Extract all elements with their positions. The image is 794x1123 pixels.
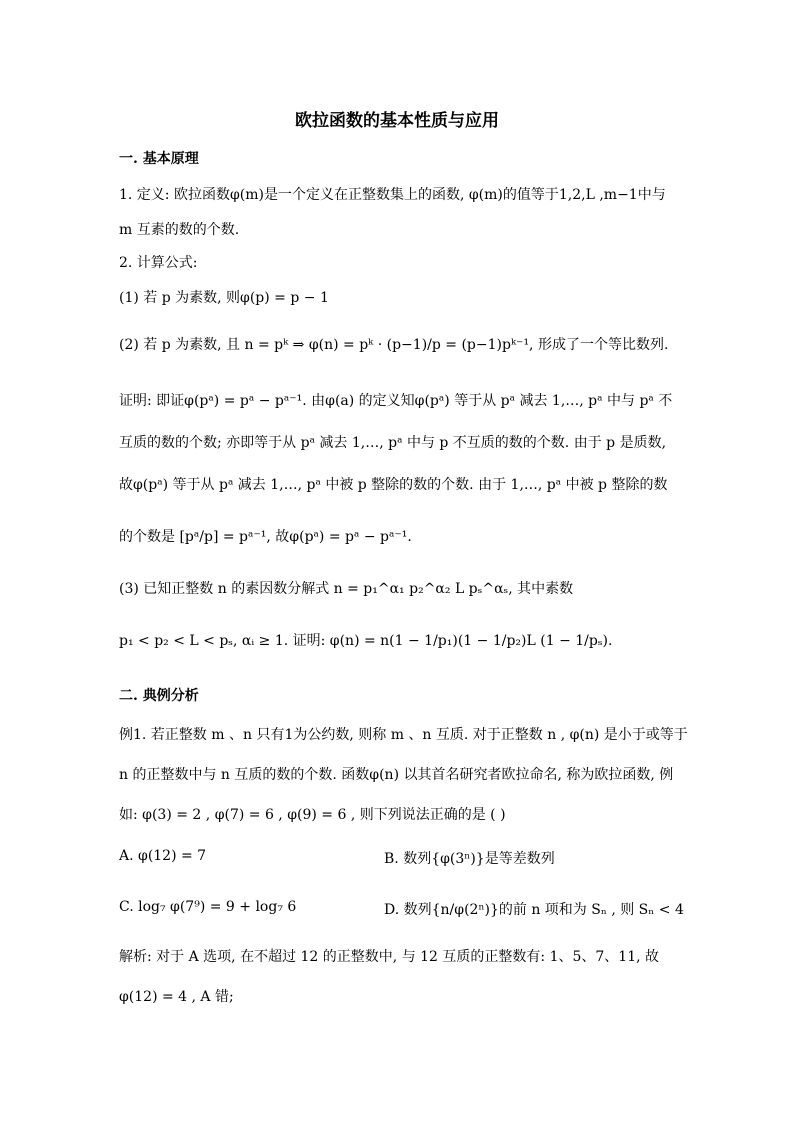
formula-3-line-1: (3) 已知正整数 n 的素因数分解式 n = p₁^α₁ p₂^α₂ L pₛ^αₛ, 其中素数 bbox=[119, 581, 574, 597]
option-d: D. 数列{n/φ(2ⁿ)}的前 n 项和为 Sₙ , 则 Sₙ < 4 bbox=[384, 902, 684, 918]
example-1-line-3: 如: φ(3) = 2 , φ(7) = 6 , φ(9) = 6 , 则下列说法正确的是 ( ) bbox=[119, 807, 506, 823]
formula-1: (1) 若 p 为素数, 则φ(p) = p − 1 bbox=[119, 290, 329, 306]
solution-line-2: φ(12) = 4 , A 错; bbox=[119, 989, 234, 1005]
formula-3-line-2: p₁ < p₂ < L < pₛ, αᵢ ≥ 1. 证明: φ(n) = n(1 − 1/p₁)(1 − 1/p₂)L (1 − 1/pₛ). bbox=[119, 633, 613, 649]
example-1-line-2: n 的正整数中与 n 互质的数的个数. 函数φ(n) 以其首名研究者欧拉命名, 称为欧拉函数, 例 bbox=[119, 767, 674, 783]
section-heading-examples: 二. 典例分析 bbox=[119, 688, 199, 704]
definition-line-2: m 互素的数的个数. bbox=[119, 222, 240, 238]
example-1-line-1: 例1. 若正整数 m 、n 只有1为公约数, 则称 m 、n 互质. 对于正整数 n , φ(n) 是小于或等于 bbox=[119, 727, 688, 743]
proof-line-4: 的个数是 [pᵃ/p] = pᵃ⁻¹, 故φ(pᵃ) = pᵃ − pᵃ⁻¹. bbox=[119, 529, 412, 545]
proof-line-2: 互质的数的个数; 亦即等于从 pᵃ 减去 1,…, pᵃ 中与 p 不互质的数的个数. 由于 p 是质数, bbox=[119, 435, 667, 451]
proof-line-1: 证明: 即证φ(pᵃ) = pᵃ − pᵃ⁻¹. 由φ(a) 的定义知φ(pᵃ) 等于从 pᵃ 减去 1,…, pᵃ 中与 pᵃ 不 bbox=[119, 393, 673, 409]
definition-line-1: 1. 定义: 欧拉函数φ(m)是一个定义在正整数集上的函数, φ(m)的值等于1,2,L ,m−1中与 bbox=[119, 187, 666, 203]
formula-2: (2) 若 p 为素数, 且 n = pᵏ ⇒ φ(n) = pᵏ · (p−1)/p = (p−1)pᵏ⁻¹, 形成了一个等比数列. bbox=[119, 337, 669, 353]
page-title: 欧拉函数的基本性质与应用 bbox=[295, 111, 499, 131]
proof-line-3: 故φ(pᵃ) 等于从 pᵃ 减去 1,…, pᵃ 中被 p 整除的数的个数. 由于 1,…, pᵃ 中被 p 整除的数 bbox=[119, 477, 668, 493]
option-a: A. φ(12) = 7 bbox=[119, 848, 207, 864]
option-b: B. 数列{φ(3ⁿ)}是等差数列 bbox=[384, 851, 555, 867]
section-heading-basic: 一. 基本原理 bbox=[119, 151, 199, 167]
option-c: C. log₇ φ(7⁹) = 9 + log₇ 6 bbox=[119, 899, 297, 915]
formula-heading: 2. 计算公式: bbox=[119, 255, 198, 271]
solution-line-1: 解析: 对于 A 选项, 在不超过 12 的正整数中, 与 12 互质的正整数有: 1、5、7、11, 故 bbox=[119, 949, 660, 965]
